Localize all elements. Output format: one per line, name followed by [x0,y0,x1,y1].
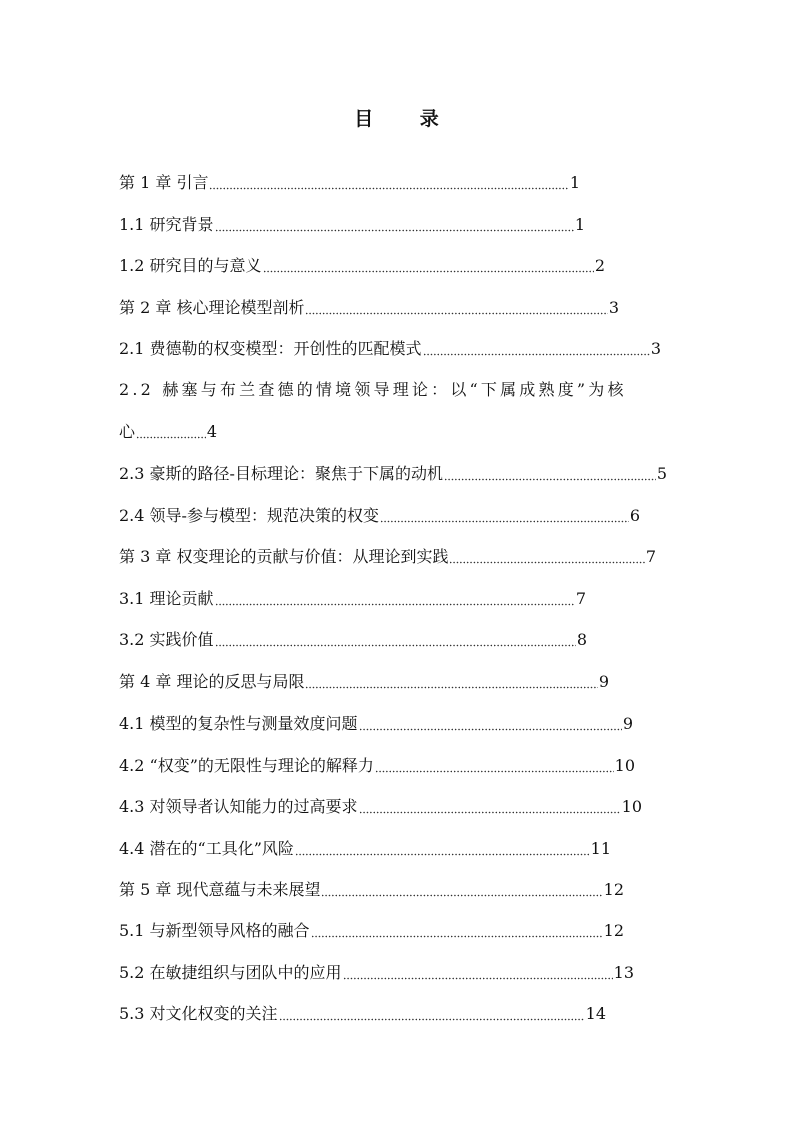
toc-leader-dots [215,214,574,236]
toc-entry-page-number: 7 [645,547,656,566]
toc-entry[interactable] [119,463,667,485]
toc-entry[interactable] [119,1003,606,1025]
toc-entry-page-number: 2 [594,256,605,275]
toc-leader-dots [305,297,607,319]
toc-entry[interactable] [119,214,585,236]
toc-entry-page-number: 1 [569,173,580,192]
toc-entry[interactable] [119,588,586,610]
toc-leader-dots [375,755,614,777]
toc-entry[interactable] [119,796,642,818]
toc-entry-label: 4.4 潜在的“工具化”风险 [119,839,294,858]
toc-leader-dots [423,338,650,360]
toc-entry-page-number: 12 [603,880,624,899]
toc-entry-label: 心 [119,422,136,441]
toc-entry-label: 5.3 对文化权变的关注 [119,1004,278,1023]
toc-entry[interactable] [119,379,674,401]
toc-entry[interactable] [119,629,587,651]
toc-entry[interactable] [119,338,661,360]
toc-entry[interactable] [119,962,634,984]
toc-entry[interactable] [119,421,217,443]
toc-leader-dots [295,838,590,860]
toc-entry-label: 2.3 豪斯的路径-目标理论：聚焦于下属的动机 [119,464,443,483]
toc-entry-page-number: 12 [603,921,624,940]
toc-entry-label: 4.2 “权变”的无限性与理论的解释力 [119,756,374,775]
toc-leader-dots [311,920,603,942]
toc-entry[interactable] [119,546,656,568]
toc-title: 目 录 [354,108,459,130]
toc-entry-page-number: 3 [608,298,619,317]
toc-entry-label: 第 4 章 理论的反思与局限 [119,672,305,691]
toc-leader-dots [444,463,656,485]
toc-leader-dots [449,546,644,568]
toc-entry-page-number: 9 [622,714,633,733]
toc-entry-page-number: 9 [598,672,609,691]
toc-leader-dots [380,505,629,527]
toc-leader-dots [359,713,622,735]
toc-entry[interactable] [119,838,611,860]
toc-entry-label: 4.3 对领导者认知能力的过高要求 [119,797,358,816]
toc-entry-label: 1.1 研究背景 [119,215,214,234]
toc-leader-dots [263,255,594,277]
toc-entry-label: 2.4 领导-参与模型：规范决策的权变 [119,506,379,525]
toc-entry[interactable] [119,920,624,942]
toc-entry-label: 5.2 在敏捷组织与团队中的应用 [119,963,342,982]
toc-leader-dots [209,172,568,194]
toc-entry-label: 第 3 章 权变理论的贡献与价值：从理论到实践 [119,547,449,566]
toc-entry[interactable] [119,713,633,735]
toc-entry[interactable] [119,755,635,777]
toc-entry[interactable] [119,671,609,693]
toc-entry-label: 2.2 赫塞与布兰查德的情境领导理论：以“下属成熟度”为核 [119,380,627,399]
toc-leader-dots [215,588,575,610]
toc-entry[interactable] [119,879,624,901]
toc-entry-page-number: 14 [585,1004,606,1023]
toc-leader-dots [136,421,206,443]
toc-entry-page-number: 11 [590,839,611,858]
toc-entry[interactable] [119,505,640,527]
toc-entry-label: 第 5 章 现代意蕴与未来展望 [119,880,321,899]
toc-entry-page-number: 1 [574,215,585,234]
toc-leader-dots [321,879,602,901]
toc-entry-page-number: 10 [614,756,635,775]
toc-leader-dots [343,962,613,984]
toc-entry-label: 3.2 实践价值 [119,630,214,649]
toc-entry-page-number: 3 [650,339,661,358]
toc-entry-label: 2.1 费德勒的权变模型：开创性的匹配模式 [119,339,422,358]
toc-entry-page-number: 4 [206,422,217,441]
toc-entry-page-number: 7 [575,589,586,608]
toc-entry-page-number: 10 [621,797,642,816]
toc-entry[interactable] [119,297,619,319]
toc-entry[interactable] [119,172,580,194]
toc-entry-page-number: 5 [656,464,667,483]
toc-entry[interactable] [119,255,605,277]
toc-leader-dots [215,629,576,651]
toc-leader-dots [305,671,597,693]
toc-entry-page-number: 13 [613,963,634,982]
toc-entry-page-number: 8 [576,630,587,649]
toc-entry-label: 3.1 理论贡献 [119,589,214,608]
toc-entry-label: 4.1 模型的复杂性与测量效度问题 [119,714,358,733]
toc-entry-label: 1.2 研究目的与意义 [119,256,262,275]
toc-leader-dots [359,796,621,818]
toc-entry-page-number: 6 [629,506,640,525]
toc-leader-dots [279,1003,585,1025]
toc-entry-label: 第 1 章 引言 [119,173,209,192]
toc-entry-label: 5.1 与新型领导风格的融合 [119,921,310,940]
toc-entry-label: 第 2 章 核心理论模型剖析 [119,298,305,317]
